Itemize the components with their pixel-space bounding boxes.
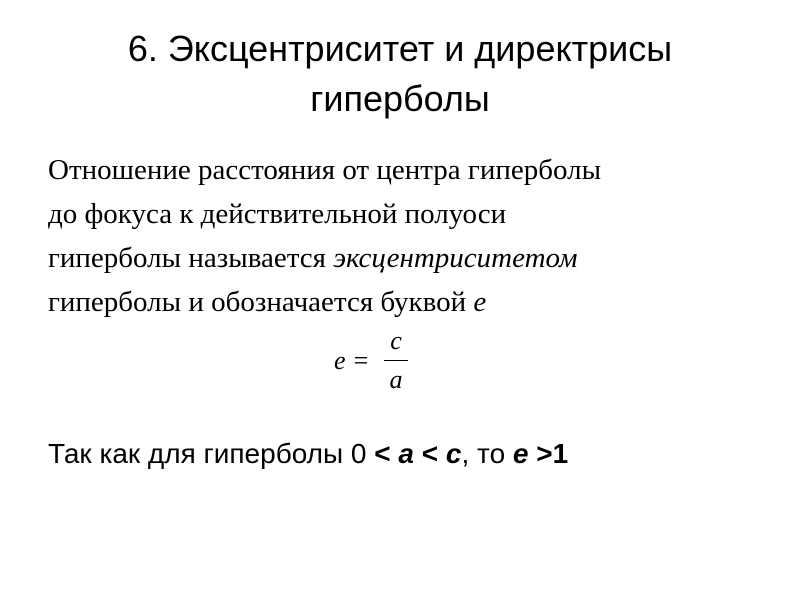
formula-numerator: c — [390, 326, 402, 355]
definition-line-4 — [48, 280, 768, 324]
less-than-2: < — [414, 438, 439, 469]
conclusion-then: , то — [461, 438, 513, 469]
formula-denominator: a — [389, 365, 403, 394]
definition-line-2: до фокуса к действительной полуоси — [48, 198, 507, 230]
eccentricity-symbol: e — [473, 286, 487, 318]
less-than-1: < — [374, 438, 391, 469]
definition-line-3-text: гиперболы называется — [48, 242, 334, 274]
greater-than-one: >1 — [528, 438, 569, 469]
conclusion-prefix: Так как для гиперболы 0 — [48, 438, 375, 469]
conclusion-line — [48, 432, 568, 476]
conclusion-c: c — [438, 438, 462, 469]
formula-lhs: e = — [334, 346, 370, 375]
formula-fraction — [384, 326, 408, 395]
definition-line-1: Отношение расстояния от центра гиперболы — [48, 154, 602, 186]
definition-paragraph — [48, 148, 768, 324]
definition-line-3 — [48, 236, 768, 280]
eccentricity-term: эксцентриситетом — [333, 242, 578, 274]
slide-title — [40, 24, 760, 124]
conclusion-a: a — [390, 438, 414, 469]
title-line-2: гиперболы — [310, 78, 490, 119]
conclusion-e: e — [512, 438, 529, 469]
definition-line-4-text: гиперболы и обозначается буквой — [48, 286, 474, 318]
fraction-bar — [384, 360, 408, 361]
title-line-1: 6. Эксцентриситет и директрисы — [127, 28, 673, 69]
